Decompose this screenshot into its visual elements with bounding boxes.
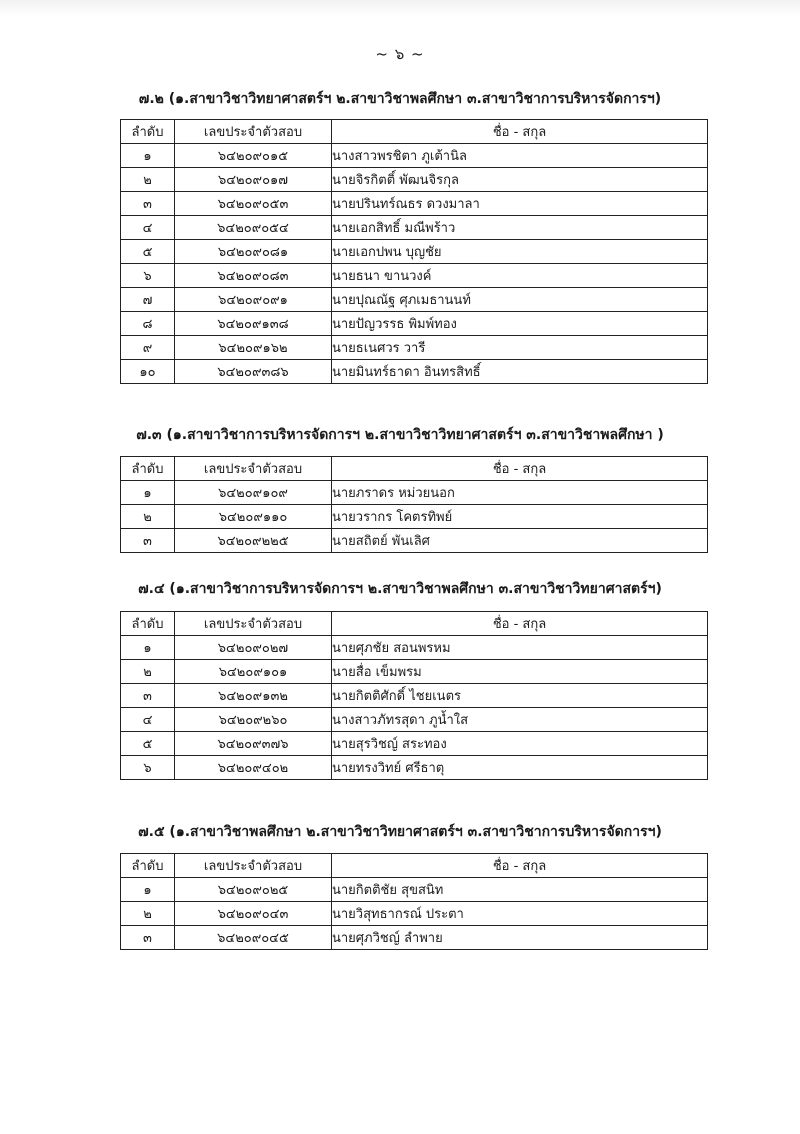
table-header-row — [121, 612, 708, 636]
cell-order: ๘ — [121, 312, 175, 336]
cell-exam-id: ๖๔๒๐๙๐๒๕ — [175, 878, 332, 902]
cell-full-name: นายวิสุทธากรณ์ ประตา — [332, 902, 708, 926]
cell-order: ๒ — [121, 902, 175, 926]
table-row — [121, 264, 708, 288]
cell-exam-id: ๖๔๒๐๙๐๕๔ — [175, 216, 332, 240]
cell-order: ๑๐ — [121, 360, 175, 384]
cell-exam-id: ๖๔๒๐๙๐๑๗ — [175, 168, 332, 192]
cell-order: ๗ — [121, 288, 175, 312]
cell-exam-id: ๖๔๒๐๙๐๔๓ — [175, 902, 332, 926]
cell-order: ๔ — [121, 216, 175, 240]
table-row — [121, 756, 708, 780]
table-row — [121, 144, 708, 168]
table-7-3 — [120, 456, 708, 553]
header-order: ลำดับ — [121, 612, 175, 636]
table-header-row — [121, 457, 708, 481]
cell-full-name: นายสื่อ เข็มพรม — [332, 660, 708, 684]
header-exam-id: เลขประจำตัวสอบ — [175, 120, 332, 144]
table-row — [121, 240, 708, 264]
cell-full-name: นายกิตติศักดิ์ ไชยเนตร — [332, 684, 708, 708]
cell-exam-id: ๖๔๒๐๙๐๑๕ — [175, 144, 332, 168]
table-7-2 — [120, 119, 708, 384]
scan-header-strip — [0, 0, 800, 16]
header-full-name: ชื่อ - สกุล — [332, 457, 708, 481]
table-row — [121, 529, 708, 553]
cell-full-name: นายมินทร์ธาดา อินทรสิทธิ์ — [332, 360, 708, 384]
cell-exam-id: ๖๔๒๐๙๐๘๓ — [175, 264, 332, 288]
cell-order: ๓ — [121, 926, 175, 950]
cell-exam-id: ๖๔๒๐๙๐๕๓ — [175, 192, 332, 216]
cell-exam-id: ๖๔๒๐๙๒๒๕ — [175, 529, 332, 553]
cell-full-name: นายเอกปพน บุญชัย — [332, 240, 708, 264]
table-row — [121, 216, 708, 240]
cell-order: ๒ — [121, 660, 175, 684]
cell-full-name: นายภราดร หม่วยนอก — [332, 481, 708, 505]
header-full-name: ชื่อ - สกุล — [332, 854, 708, 878]
table-row — [121, 732, 708, 756]
table-row — [121, 288, 708, 312]
table-7-4 — [120, 611, 708, 780]
cell-order: ๑ — [121, 636, 175, 660]
header-order: ลำดับ — [121, 854, 175, 878]
table-row — [121, 684, 708, 708]
cell-order: ๓ — [121, 529, 175, 553]
cell-order: ๓ — [121, 192, 175, 216]
cell-full-name: นายเอกสิทธิ์ มณีพร้าว — [332, 216, 708, 240]
header-exam-id: เลขประจำตัวสอบ — [175, 612, 332, 636]
cell-exam-id: ๖๔๒๐๙๒๖๐ — [175, 708, 332, 732]
cell-order: ๖ — [121, 264, 175, 288]
table-row — [121, 660, 708, 684]
cell-order: ๑ — [121, 144, 175, 168]
cell-exam-id: ๖๔๒๐๙๐๒๗ — [175, 636, 332, 660]
table-row — [121, 708, 708, 732]
table-row — [121, 360, 708, 384]
cell-order: ๖ — [121, 756, 175, 780]
table-header-row — [121, 854, 708, 878]
cell-order: ๕ — [121, 732, 175, 756]
cell-exam-id: ๖๔๒๐๙๑๓๒ — [175, 684, 332, 708]
cell-full-name: นายสถิตย์ พันเลิศ — [332, 529, 708, 553]
cell-exam-id: ๖๔๒๐๙๑๖๒ — [175, 336, 332, 360]
table-row — [121, 878, 708, 902]
cell-exam-id: ๖๔๒๐๙๑๓๘ — [175, 312, 332, 336]
table-7-5 — [120, 853, 708, 950]
cell-exam-id: ๖๔๒๐๙๔๐๒ — [175, 756, 332, 780]
cell-exam-id: ๖๔๒๐๙๑๑๐ — [175, 505, 332, 529]
cell-full-name: นายกิตติชัย สุขสนิท — [332, 878, 708, 902]
cell-full-name: นายปุณณัฐ ศุภเมธานนท์ — [332, 288, 708, 312]
section-title-7-4: ๗.๔ (๑.สาขาวิชาการบริหารจัดการฯ ๒.สาขาวิชาพลศึกษา ๓.สาขาวิชาวิทยาศาสตร์ฯ) — [138, 581, 662, 597]
table-row — [121, 192, 708, 216]
cell-order: ๒ — [121, 505, 175, 529]
cell-order: ๕ — [121, 240, 175, 264]
table-row — [121, 168, 708, 192]
cell-order: ๑ — [121, 481, 175, 505]
cell-full-name: นายวรากร โคตรทิพย์ — [332, 505, 708, 529]
table-row — [121, 505, 708, 529]
table-row — [121, 902, 708, 926]
page-number: ~ ๖ ~ — [375, 45, 425, 63]
section-title-7-3: ๗.๓ (๑.สาขาวิชาการบริหารจัดการฯ ๒.สาขาวิชาวิทยาศาสตร์ฯ ๓.สาขาวิชาพลศึกษา ) — [136, 427, 664, 443]
cell-full-name: นายสุรวิชญ์ สระทอง — [332, 732, 708, 756]
section-title-7-5: ๗.๕ (๑.สาขาวิชาพลศึกษา ๒.สาขาวิชาวิทยาศาสตร์ฯ ๓.สาขาวิชาการบริหารจัดการฯ) — [138, 824, 662, 840]
cell-exam-id: ๖๔๒๐๙๐๙๑ — [175, 288, 332, 312]
table-row — [121, 312, 708, 336]
cell-order: ๒ — [121, 168, 175, 192]
cell-exam-id: ๖๔๒๐๙๐๘๑ — [175, 240, 332, 264]
cell-order: ๙ — [121, 336, 175, 360]
cell-full-name: นายศุภวิชญ์ ลำพาย — [332, 926, 708, 950]
cell-order: ๔ — [121, 708, 175, 732]
cell-full-name: นายจิรกิตติ์ พัฒนจิรกุล — [332, 168, 708, 192]
header-full-name: ชื่อ - สกุล — [332, 612, 708, 636]
cell-full-name: นายปัญวรรธ พิมพ์ทอง — [332, 312, 708, 336]
cell-exam-id: ๖๔๒๐๙๑๐๑ — [175, 660, 332, 684]
cell-full-name: นายศุภชัย สอนพรหม — [332, 636, 708, 660]
header-exam-id: เลขประจำตัวสอบ — [175, 854, 332, 878]
header-order: ลำดับ — [121, 120, 175, 144]
header-order: ลำดับ — [121, 457, 175, 481]
table-header-row — [121, 120, 708, 144]
table-row — [121, 481, 708, 505]
table-row — [121, 636, 708, 660]
cell-full-name: นายทรงวิทย์ ศรีธาตุ — [332, 756, 708, 780]
cell-full-name: นายปรินทร์ณธร ดวงมาลา — [332, 192, 708, 216]
header-full-name: ชื่อ - สกุล — [332, 120, 708, 144]
table-row — [121, 336, 708, 360]
cell-full-name: นายธนา ขานวงค์ — [332, 264, 708, 288]
cell-full-name: นางสาวภัทรสุดา ภูน้ำใส — [332, 708, 708, 732]
cell-order: ๑ — [121, 878, 175, 902]
cell-order: ๓ — [121, 684, 175, 708]
cell-exam-id: ๖๔๒๐๙๓๘๖ — [175, 360, 332, 384]
cell-full-name: นางสาวพรชิตา ภูเต้านิล — [332, 144, 708, 168]
cell-full-name: นายธเนศวร วารี — [332, 336, 708, 360]
cell-exam-id: ๖๔๒๐๙๐๔๕ — [175, 926, 332, 950]
header-exam-id: เลขประจำตัวสอบ — [175, 457, 332, 481]
section-title-7-2: ๗.๒ (๑.สาขาวิชาวิทยาศาสตร์ฯ ๒.สาขาวิชาพลศึกษา ๓.สาขาวิชาการบริหารจัดการฯ) — [138, 91, 662, 107]
cell-exam-id: ๖๔๒๐๙๓๗๖ — [175, 732, 332, 756]
table-row — [121, 926, 708, 950]
cell-exam-id: ๖๔๒๐๙๑๐๙ — [175, 481, 332, 505]
